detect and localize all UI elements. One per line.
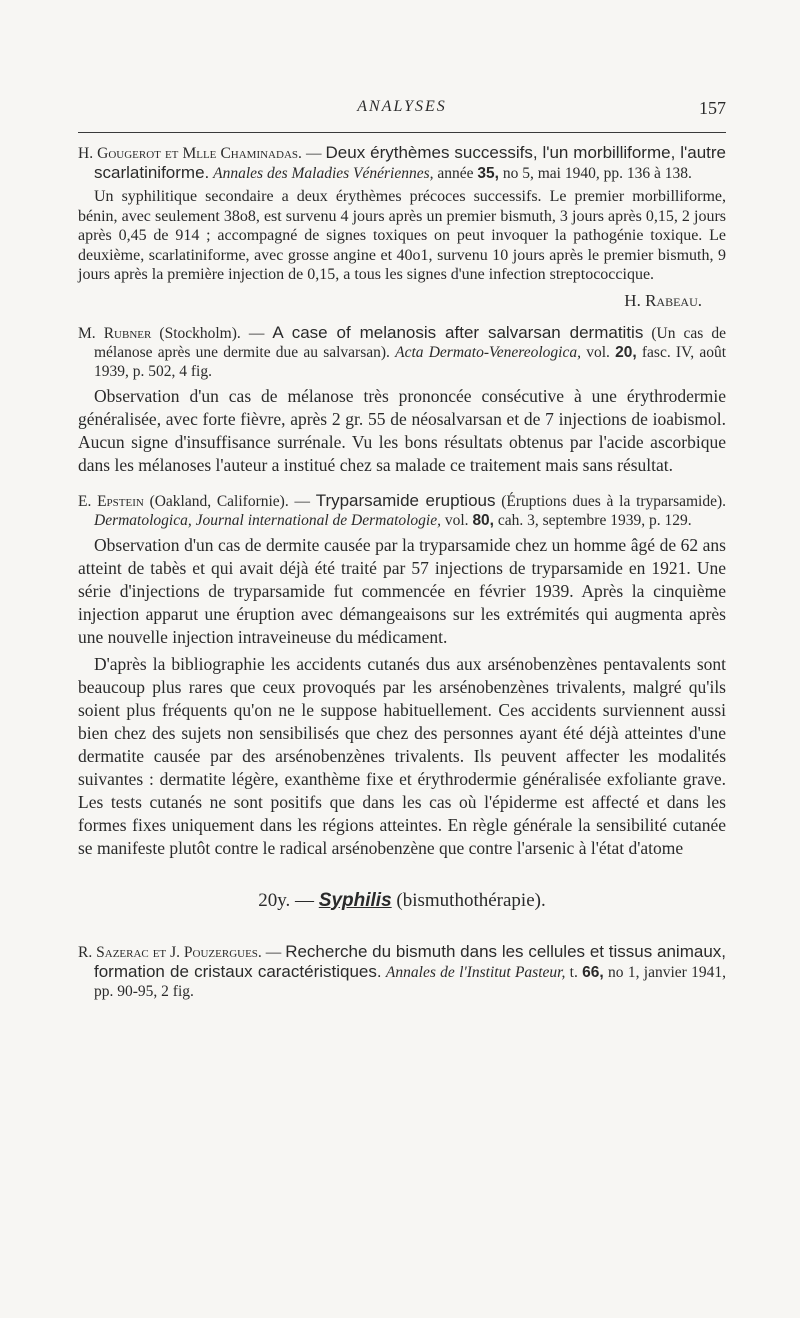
- abstract-text: Un syphilitique secondaire a deux érythèmes précoces successifs. Le premier morbilliforme, bénin, avec seulement 38o8, est survenu 4 jours après un premier bismuth, 3 jours après 0,15, 2 jours après 0,45 de 914 ; accompagné de signes toxiques on peut invoquer la pathogénie toxique. Le deuxième, scarlatiniforme, avec grosse angine et 40o1, survenu 10 jours après le premier bismuth, 9 jours après la première injection de 0,15, a tous les signes d'une infection streptococcique.: [78, 188, 726, 283]
- volume: 66,: [582, 963, 604, 981]
- section-subtitle: (bismuthothérapie).: [396, 889, 546, 911]
- citation: no 1, janvier 1941, pp. 90-95, 2 fig.: [94, 963, 726, 1000]
- pre-volume: année: [437, 165, 474, 182]
- volume: 35,: [477, 165, 499, 182]
- article-title: A case of melanosis after salvarsan dermatitis: [272, 322, 644, 342]
- journal-name: Dermatologica, Journal international de Dermatologie,: [94, 511, 441, 529]
- abstract-text: Observation d'un cas de mélanose très prononcée consécutive à une érythrodermie généralisée, avec forte fièvre, après 2 gr. 55 de néosalvarsan et de 7 injections de ioabismol. Aucun signe d'insuffisance surrénale. Vu les bons résultats obtenus par l'acide ascorbique dans les mélanoses l'auteur a institué chez sa malade ce traitement mais sans résultat.: [78, 385, 726, 475]
- header-rule: [78, 132, 726, 133]
- journal-name: Annales des Maladies Vénériennes,: [213, 165, 434, 182]
- abstract-entry: [78, 323, 726, 477]
- abstract-entry: [78, 942, 726, 1001]
- translation: (Un cas de mélanose après une dermite due au salvarsan).: [94, 324, 727, 361]
- abstract-text: Observation d'un cas de dermite causée par la tryparsamide chez un homme âgé de 62 ans atteint de tabès et qui avait déjà été traité par 57 injections de tryparsamide en 1921. Une série d'injections de tryparsamide fut commencée en février 1939. Après la cinquième injection apparut une éruption avec démangeaisons sur les extrémités qui augmenta après une nouvelle injection intraveineuse du médicament.: [78, 534, 726, 647]
- citation: no 5, mai 1940, pp. 136 à 138.: [502, 165, 692, 182]
- authors: E. Epstein: [78, 492, 144, 510]
- authors: M. Rubner: [78, 324, 152, 342]
- section-name: Syphilis: [318, 889, 392, 911]
- signature-name: H. Rabeau.: [624, 290, 702, 310]
- article-title: Deux érythèmes successifs, l'un morbilliforme, l'autre scarlatiniforme.: [94, 143, 726, 182]
- reference: E. Epstein (Oakland, Californie). — Tryparsamide eruptious (Éruptions dues à la tryparsamide). Dermatologica, Journal international de Dermatologie, vol. 80, cah. 3, septembre 1939, p. 129.: [78, 490, 727, 529]
- reference: H. Gougerot et Mlle Chaminadas. — Deux érythèmes successifs, l'un morbilliforme, l'autre scarlatiniforme. Annales des Maladies Vénériennes, année 35, no 5, mai 1940, pp. 136 à 138.: [78, 143, 726, 182]
- citation: cah. 3, septembre 1939, p. 129.: [497, 511, 692, 529]
- running-title: ANALYSES: [357, 98, 447, 115]
- journal-name: Annales de l'Institut Pasteur,: [385, 963, 566, 981]
- running-head: [78, 92, 726, 122]
- volume: 80,: [472, 511, 494, 529]
- section-number: 20y. —: [258, 889, 315, 911]
- page-number: 157: [699, 98, 726, 118]
- section-heading: [78, 890, 726, 912]
- translation: (Éruptions dues à la tryparsamide).: [501, 492, 727, 510]
- abstract-text-continued: D'après la bibliographie les accidents cutanés dus aux arsénobenzènes pentavalents sont beaucoup plus rares que ceux provoqués par les arsénobenzènes trivalents, malgré qu'ils soient plus fréquents qu'on ne le suppose habituellement. Ces accidents surviennent aussi bien chez des sujets non sensibilisés que chez des personnes ayant été déjà atteintes d'une dermatite causée par des arsénobenzènes trivalents. Ils peuvent affecter les modalités suivantes : dermatite légère, exanthème fixe et érythrodermie généralisée exfoliante grave. Les tests cutanés ne sont positifs que dans les cas où l'épiderme est affecté et dans les formes fixes uniquement dans les régions atteintes. En règle générale la sensibilité cutanée se manifeste plutôt contre le radical arsénobenzène que contre l'arsenic à l'état d'atome: [78, 653, 726, 858]
- page: [78, 92, 726, 1007]
- pre-volume: t.: [569, 963, 578, 981]
- pre-volume: vol.: [444, 511, 469, 529]
- reference: M. Rubner (Stockholm). — A case of melanosis after salvarsan dermatitis (Un cas de mélanose après une dermite due au salvarsan). Acta Dermato-Venereologica, vol. 20, fasc. IV, août 1939, p. 502, 4 fig.: [78, 322, 727, 380]
- authors: R. Sazerac et J. Pouzergues.: [78, 943, 262, 961]
- place: (Stockholm).: [159, 324, 241, 342]
- reference: R. Sazerac et J. Pouzergues. — Recherche du bismuth dans les cellules et tissus animaux, formation de cristaux caractéristiques. Annales de l'Institut Pasteur, t. 66, no 1, janvier 1941, pp. 90-95, 2 fig.: [78, 941, 727, 1000]
- spacer: [78, 483, 726, 491]
- volume: 20,: [615, 343, 637, 361]
- citation: fasc. IV, août 1939, p. 502, 4 fig.: [94, 343, 727, 380]
- journal-name: Acta Dermato-Venereologica,: [395, 343, 581, 361]
- signature: [78, 291, 702, 311]
- abstract-entry: [78, 143, 726, 311]
- article-title: Recherche du bismuth dans les cellules et tissus animaux, formation de cristaux caractéristiques.: [94, 941, 727, 981]
- place: (Oakland, Californie).: [149, 492, 289, 510]
- article-title: Tryparsamide eruptious: [315, 490, 496, 510]
- abstract-entry: [78, 491, 726, 860]
- authors: H. Gougerot et Mlle Chaminadas.: [78, 145, 302, 162]
- pre-volume: vol.: [586, 343, 610, 361]
